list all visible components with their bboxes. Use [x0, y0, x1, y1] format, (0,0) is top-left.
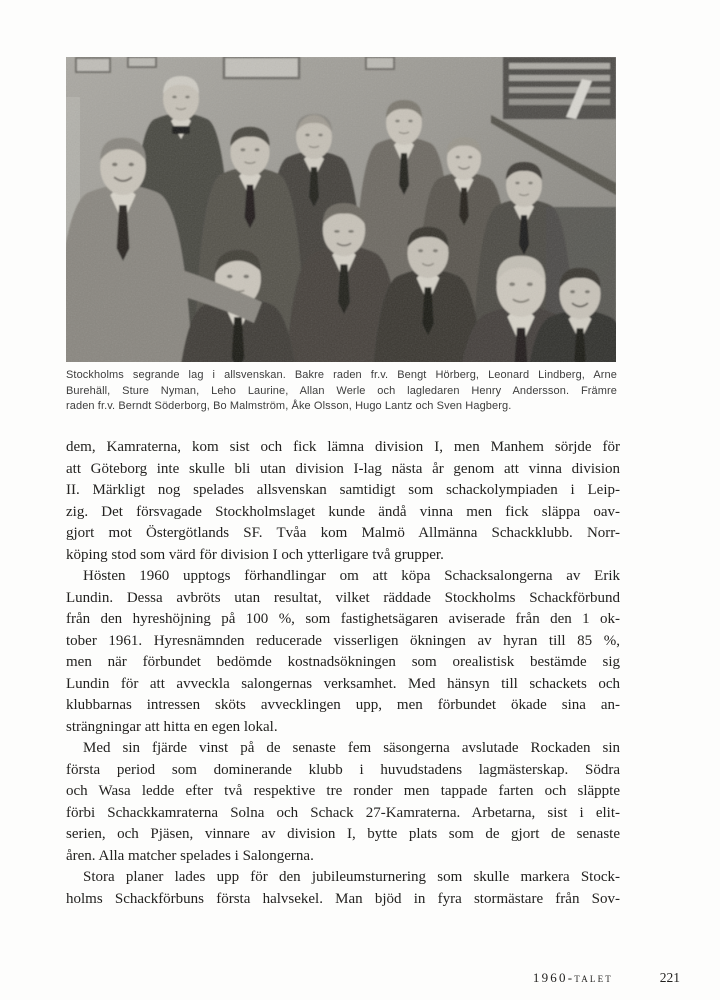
text-line: klubbarnas intressen sköts avvecklingen upp, men förbundet ökade sina an-: [66, 697, 620, 713]
page-footer: [0, 970, 720, 992]
running-title: 1960-talet: [532, 970, 613, 985]
photo-caption: [66, 368, 617, 415]
text-line: men när förbundet bedömde kostnadsökningen som orealistisk bestämde sig: [66, 654, 620, 670]
text-line: tober 1961. Hyresnämnden reducerade visserligen ökningen av hyran till 85 %,: [66, 632, 620, 649]
text-line: första period som dominerande klubb i huvudstadens lagmästerskap. Södra: [66, 761, 620, 778]
paragraph: [66, 738, 620, 867]
text-line: dem, Kamraterna, kom sist och fick lämna division I, men Manhem sörjde för: [66, 439, 620, 455]
text-line: Med sin fjärde vinst på de senaste fem säsongerna avslutade Rockaden sin: [83, 740, 620, 756]
text-line: från den hyreshöjning på 100 %, som fastighetsägaren aviserade från den 1 ok-: [66, 611, 620, 627]
photo-grain-overlay: [66, 57, 616, 362]
caption-line: Stockholms segrande lag i allsvenskan. Bakre raden fr.v. Bengt Hörberg, Leonard Lindberg, Arne: [66, 369, 617, 381]
photo-figure: [66, 57, 616, 362]
group-photo: [66, 57, 616, 362]
text-line: holms Schackförbuns första halvsekel. Man bjöd in fyra stormästare från Sov-: [66, 890, 620, 907]
paragraph: [66, 867, 620, 910]
text-line: Hösten 1960 upptogs förhandlingar om att köpa Schacksalongerna av Erik: [83, 568, 620, 584]
caption-line: raden fr.v. Berndt Söderborg, Bo Malmström, Åke Olsson, Hugo Lantz och Sven Hagberg.: [66, 400, 512, 412]
text-line: köping stod som värd för division I och ytterligare två grupper.: [66, 546, 444, 563]
text-line: zig. Det försvagade Stockholmslaget kunde ändå vinna men fick släppa oav-: [66, 503, 620, 520]
paragraph: [66, 566, 620, 738]
text-line: strängningar att hitta en egen lokal.: [66, 718, 278, 735]
text-line: åren. Alla matcher spelades i Salongerna.: [66, 847, 314, 864]
text-line: II. Märkligt nog spelades allsvenskan samtidigt som schackolympiaden i Leip-: [66, 482, 620, 498]
text-line: och Wasa ledde efter två respektive tre ronder men tappade farten och släppte: [66, 783, 620, 799]
text-line: att Göteborg inte skulle bli utan division I-lag nästa år genom att vinna division: [66, 460, 620, 477]
caption-line: Burehäll, Sture Nyman, Leho Laurine, Allan Werle och lagledaren Henry Andersson. Främre: [66, 384, 617, 397]
body-text: [66, 437, 620, 910]
text-line: Stora planer lades upp för den jubileumsturnering som skulle markera Stock-: [83, 869, 620, 885]
page-number: 221: [659, 970, 680, 985]
text-line: Lundin. Dessa avbröts utan resultat, vilket räddade Stockholms Schackförbund: [66, 589, 620, 606]
text-line: gjort mot Östergötlands SF. Tvåa kom Malmö Allmänna Schackklubb. Norr-: [66, 525, 620, 541]
text-line: Lundin för att avveckla salongernas verksamhet. Med hänsyn till schackets och: [66, 675, 620, 692]
text-line: serien, och Pjäsen, vinnare av division I, bytte plats som de gjort de senaste: [66, 826, 620, 842]
text-line: förbi Schackkamraterna Solna och Schack 27-Kamraterna. Arbetarna, sist i elit-: [66, 804, 620, 821]
paragraph: [66, 437, 620, 566]
